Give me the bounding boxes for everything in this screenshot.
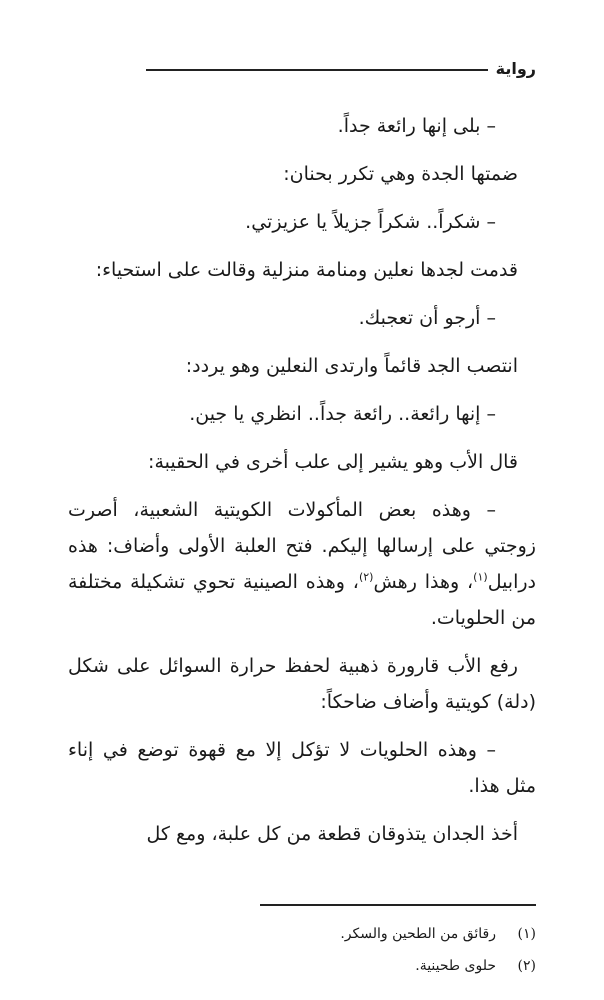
footnote-separator xyxy=(260,904,536,906)
footnote-ref-2: (٢) xyxy=(358,570,374,584)
footnote xyxy=(68,950,536,982)
paragraph: قدمت لجدها نعلين ومنامة منزلية وقالت على استحياء: xyxy=(95,259,518,281)
header-title: رواية xyxy=(495,58,536,78)
footnote-number: (١) xyxy=(517,926,536,942)
running-header xyxy=(146,54,536,82)
footnote-ref-1: (١) xyxy=(473,570,488,584)
paragraph: ضمتها الجدة وهي تكرر بحنان: xyxy=(283,163,518,185)
paragraph: رفع الأب قارورة ذهبية لحفظ حرارة السوائل على شكل (دلة) كويتية وأضاف ضاحكاً: xyxy=(68,655,536,713)
paragraph: قال الأب وهو يشير إلى علب أخرى في الحقيبة: xyxy=(148,451,518,473)
paragraph: انتصب الجد قائماً وارتدى النعلين وهو يردد: xyxy=(185,355,518,377)
paragraph: – شكراً.. شكراً جزيلاً يا عزيزتي. xyxy=(245,211,496,233)
paragraph: أخذ الجدان يتذوقان قطعة من كل علبة، ومع كل xyxy=(146,823,518,845)
paragraph-part: ، وهذا رهش xyxy=(373,571,474,593)
footnote xyxy=(68,918,536,950)
footnote-text: رقائق من الطحين والسكر. xyxy=(340,926,496,942)
body-text xyxy=(68,108,536,864)
paragraph-part: ، وهذه الصينية تحوي تشكيلة مختلفة من الحلويات. xyxy=(68,571,536,629)
footnote-text: حلوى طحينية. xyxy=(415,958,496,974)
paragraph: – بلى إنها رائعة جداً. xyxy=(337,115,496,137)
paragraph: – وهذه الحلويات لا تؤكل إلا مع قهوة توضع في إناء مثل هذا. xyxy=(68,739,536,797)
paragraph-with-footnotes xyxy=(68,492,536,636)
footnotes xyxy=(68,918,536,982)
footnote-number: (٢) xyxy=(517,958,536,974)
paragraph-part: – وهذه بعض المأكولات الكويتية الشعبية، أصرت زوجتي على إرسالها إليكم. فتح العلبة الأولى وأضاف: هذه درابيل xyxy=(68,499,537,593)
paragraph: – إنها رائعة.. رائعة جداً.. انظري يا جين. xyxy=(189,403,496,425)
paragraph: – أرجو أن تعجبك. xyxy=(358,307,496,329)
header-rule xyxy=(146,69,488,71)
